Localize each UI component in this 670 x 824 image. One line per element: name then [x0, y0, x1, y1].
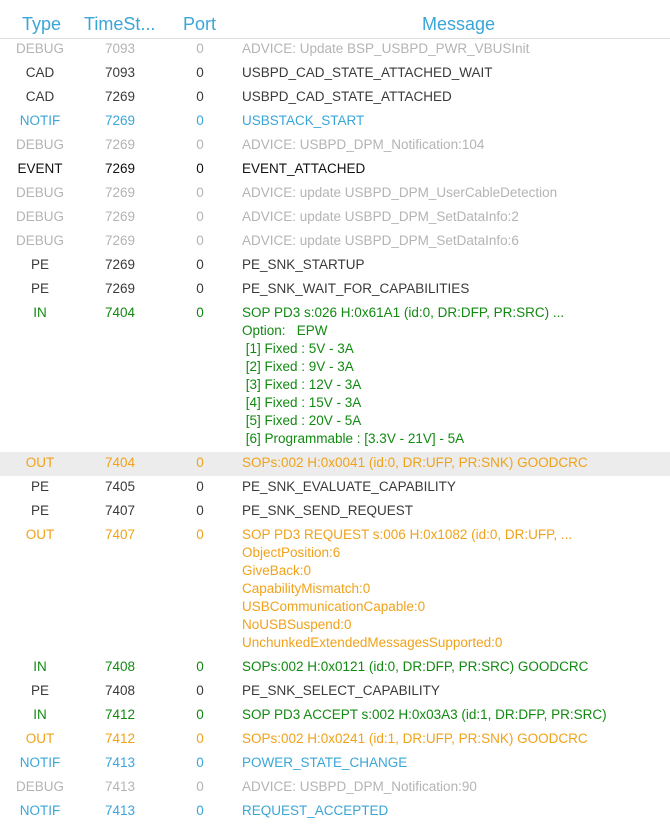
log-port: 0: [196, 755, 204, 770]
log-table-body: [0, 38, 670, 824]
log-type: OUT: [25, 455, 55, 470]
log-timestamp: 7412: [104, 731, 136, 746]
log-message: PE_SNK_WAIT_FOR_CAPABILITIES: [242, 281, 470, 296]
log-port: 0: [196, 113, 204, 128]
column-header-timestamp[interactable]: TimeSt...: [84, 14, 156, 34]
log-message: REQUEST_ACCEPTED: [242, 803, 389, 818]
log-message: USBPD_CAD_STATE_ATTACHED: [242, 89, 452, 104]
column-header-port[interactable]: Port: [183, 14, 217, 34]
log-message: USBSTACK_START: [242, 113, 365, 128]
log-port: 0: [196, 281, 204, 296]
log-timestamp: 7269: [104, 113, 136, 128]
log-port: 0: [196, 209, 204, 224]
log-port: 0: [196, 455, 204, 470]
log-row[interactable]: [0, 728, 670, 752]
log-timestamp: 7269: [104, 161, 136, 176]
log-timestamp: 7413: [104, 803, 136, 818]
log-type: PE: [30, 281, 49, 296]
log-type: IN: [33, 707, 47, 722]
log-port: 0: [196, 161, 204, 176]
log-message: ADVICE: USBPD_DPM_Notification:90: [242, 779, 477, 794]
log-timestamp: 7405: [104, 479, 136, 494]
log-message: SOPs:002 H:0x0041 (id:0, DR:UFP, PR:SNK) GOODCRC: [242, 455, 588, 470]
log-port: 0: [196, 503, 204, 518]
log-row[interactable]: [0, 776, 670, 800]
log-message: PE_SNK_EVALUATE_CAPABILITY: [242, 479, 456, 494]
log-type: PE: [30, 479, 49, 494]
log-message: PE_SNK_SELECT_CAPABILITY: [242, 683, 440, 698]
log-type: CAD: [25, 89, 55, 104]
log-port: 0: [196, 527, 204, 542]
log-message-detail: NoUSBSuspend:0: [242, 617, 352, 632]
log-message: SOPs:002 H:0x0121 (id:0, DR:DFP, PR:SRC) GOODCRC: [242, 659, 589, 674]
column-header-message[interactable]: Message: [422, 14, 496, 34]
log-message: SOP PD3 REQUEST s:006 H:0x1082 (id:0, DR:UFP, ...: [242, 527, 573, 542]
table-header: [0, 0, 670, 39]
log-port: 0: [196, 731, 204, 746]
log-message: ADVICE: USBPD_DPM_Notification:104: [242, 137, 485, 152]
log-timestamp: 7269: [104, 257, 136, 272]
log-timestamp: 7269: [104, 89, 136, 104]
log-row[interactable]: [0, 62, 670, 86]
log-type: PE: [30, 257, 49, 272]
log-message-detail: [5] Fixed : 20V - 5A: [242, 413, 362, 428]
log-timestamp: 7269: [104, 185, 136, 200]
log-message-detail: [6] Programmable : [3.3V - 21V] - 5A: [242, 431, 465, 446]
log-timestamp: 7404: [104, 455, 136, 470]
log-timestamp: 7093: [104, 41, 136, 56]
log-message: ADVICE: update USBPD_DPM_SetDataInfo:2: [242, 209, 519, 224]
log-port: 0: [196, 65, 204, 80]
log-type: EVENT: [17, 161, 63, 176]
log-port: 0: [196, 137, 204, 152]
log-row[interactable]: [0, 230, 670, 254]
log-timestamp: 7269: [104, 233, 136, 248]
log-port: 0: [196, 779, 204, 794]
log-type: IN: [33, 305, 47, 320]
log-port: 0: [196, 479, 204, 494]
log-row[interactable]: [0, 110, 670, 134]
log-port: 0: [196, 89, 204, 104]
log-port: 0: [196, 803, 204, 818]
log-timestamp: 7412: [104, 707, 136, 722]
log-type: NOTIF: [19, 803, 61, 818]
log-type: DEBUG: [15, 233, 64, 248]
log-message-detail: [3] Fixed : 12V - 3A: [242, 377, 362, 392]
log-type: NOTIF: [19, 755, 61, 770]
log-message: USBPD_CAD_STATE_ATTACHED_WAIT: [242, 65, 493, 80]
log-timestamp: 7407: [104, 527, 136, 542]
log-type: OUT: [25, 527, 55, 542]
log-timestamp: 7269: [104, 209, 136, 224]
log-row[interactable]: [0, 182, 670, 206]
log-row[interactable]: [0, 656, 670, 680]
log-row[interactable]: [0, 452, 670, 476]
log-port: 0: [196, 659, 204, 674]
log-message-detail: CapabilityMismatch:0: [242, 581, 371, 596]
log-timestamp: 7269: [104, 137, 136, 152]
log-timestamp: 7269: [104, 281, 136, 296]
log-type: OUT: [25, 731, 55, 746]
log-message: POWER_STATE_CHANGE: [242, 755, 408, 770]
log-message-detail: USBCommunicationCapable:0: [242, 599, 426, 614]
log-message: PE_SNK_SEND_REQUEST: [242, 503, 414, 518]
log-port: 0: [196, 683, 204, 698]
log-row[interactable]: [0, 524, 670, 656]
log-row[interactable]: [0, 752, 670, 776]
log-type: IN: [33, 659, 47, 674]
log-timestamp: 7413: [104, 755, 136, 770]
log-message-detail: [1] Fixed : 5V - 3A: [242, 341, 354, 356]
log-row[interactable]: [0, 134, 670, 158]
log-message: PE_SNK_STARTUP: [242, 257, 365, 272]
log-message: SOP PD3 ACCEPT s:002 H:0x03A3 (id:1, DR:DFP, PR:SRC): [242, 707, 607, 722]
log-message-detail: UnchunkedExtendedMessagesSupported:0: [242, 635, 503, 650]
log-row[interactable]: [0, 476, 670, 500]
log-port: 0: [196, 41, 204, 56]
log-type: DEBUG: [15, 137, 64, 152]
log-row[interactable]: [0, 206, 670, 230]
log-type: NOTIF: [19, 113, 61, 128]
log-type: DEBUG: [15, 185, 64, 200]
log-timestamp: 7413: [104, 779, 136, 794]
log-timestamp: 7408: [104, 659, 136, 674]
log-message-detail: [2] Fixed : 9V - 3A: [242, 359, 354, 374]
log-message: ADVICE: update USBPD_DPM_SetDataInfo:6: [242, 233, 519, 248]
log-type: PE: [30, 503, 49, 518]
log-message-detail: ObjectPosition:6: [242, 545, 341, 560]
log-row[interactable]: [0, 38, 670, 62]
log-row[interactable]: [0, 86, 670, 110]
log-message: EVENT_ATTACHED: [242, 161, 366, 176]
log-message: SOP PD3 s:026 H:0x61A1 (id:0, DR:DFP, PR:SRC) ...: [242, 305, 565, 320]
log-timestamp: 7407: [104, 503, 136, 518]
log-row[interactable]: [0, 500, 670, 524]
log-row[interactable]: [0, 254, 670, 278]
log-type: PE: [30, 683, 49, 698]
log-port: 0: [196, 257, 204, 272]
log-port: 0: [196, 185, 204, 200]
log-row[interactable]: [0, 278, 670, 302]
log-port: 0: [196, 233, 204, 248]
log-row[interactable]: [0, 680, 670, 704]
log-type: CAD: [25, 65, 55, 80]
log-row[interactable]: [0, 704, 670, 728]
log-timestamp: 7093: [104, 65, 136, 80]
log-timestamp: 7404: [104, 305, 136, 320]
log-message-detail: [4] Fixed : 15V - 3A: [242, 395, 362, 410]
log-message: ADVICE: update USBPD_DPM_UserCableDetection: [242, 185, 558, 200]
log-timestamp: 7408: [104, 683, 136, 698]
log-message: ADVICE: Update BSP_USBPD_PWR_VBUSInit: [242, 41, 530, 56]
log-row[interactable]: [0, 800, 670, 824]
log-row[interactable]: [0, 302, 670, 452]
log-message-detail: Option: EPW: [242, 323, 328, 338]
log-port: 0: [196, 707, 204, 722]
column-header-type[interactable]: Type: [22, 14, 62, 34]
log-message: SOPs:002 H:0x0241 (id:1, DR:UFP, PR:SNK) GOODCRC: [242, 731, 588, 746]
log-port: 0: [196, 305, 204, 320]
log-type: DEBUG: [15, 41, 64, 56]
log-row[interactable]: [0, 158, 670, 182]
log-type: DEBUG: [15, 779, 64, 794]
log-type: DEBUG: [15, 209, 64, 224]
log-message-detail: GiveBack:0: [242, 563, 312, 578]
